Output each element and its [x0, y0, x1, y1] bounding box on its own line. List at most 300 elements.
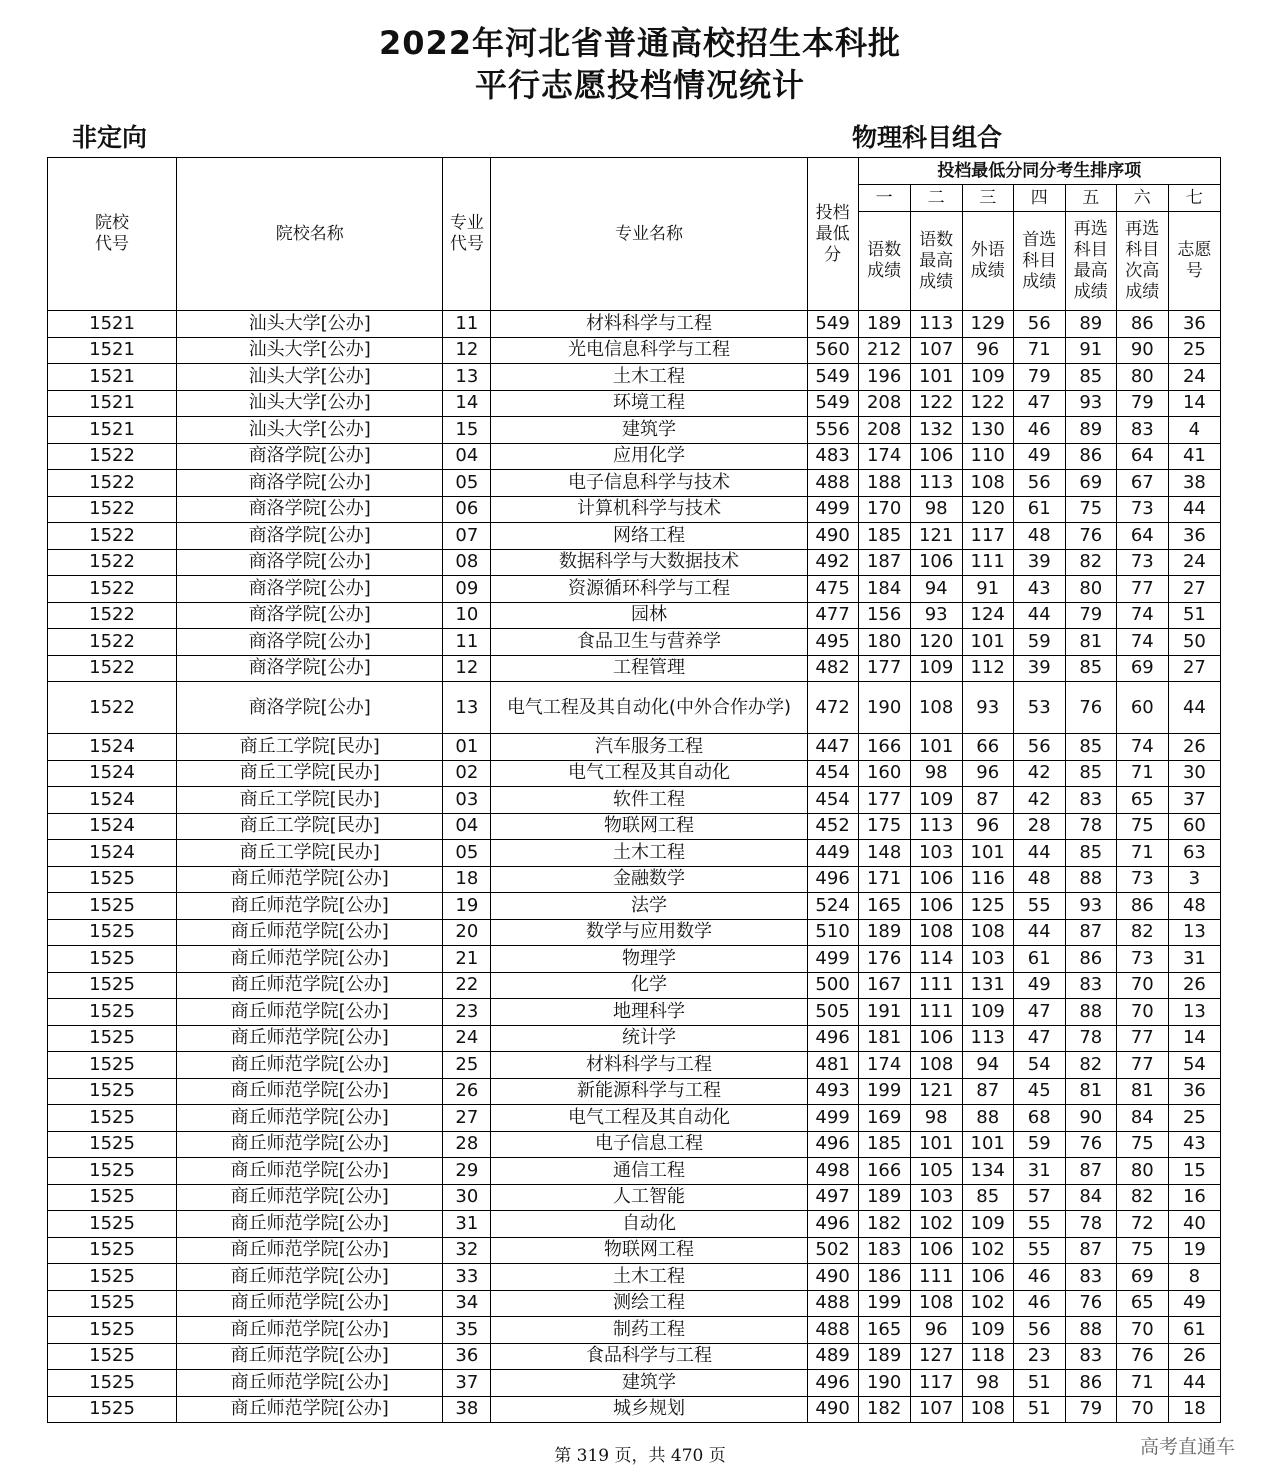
header-school-name: 院校名称: [177, 158, 443, 311]
sort-2-cell: 122: [910, 390, 962, 417]
sort-6-cell: 67: [1116, 470, 1168, 497]
sort-5-cell: 87: [1065, 1158, 1116, 1185]
sort-4-cell: 59: [1013, 629, 1065, 656]
table-row: [48, 760, 1221, 787]
major-name-cell: 金融数学: [491, 866, 807, 893]
sort-5-cell: 88: [1065, 1317, 1116, 1344]
school-name-cell: 商丘师范学院[公办]: [177, 893, 443, 920]
sort-4-cell: 54: [1013, 1052, 1065, 1079]
sort-6-cell: 70: [1116, 1396, 1168, 1423]
table-row: [48, 417, 1221, 444]
major-name-cell: 资源循环科学与工程: [491, 576, 807, 603]
major-code-cell: 04: [443, 443, 491, 470]
major-code-cell: 22: [443, 972, 491, 999]
table-row: [48, 1211, 1221, 1238]
sort-7-cell: 44: [1168, 1370, 1220, 1397]
major-code-cell: 01: [443, 734, 491, 761]
sort-4-cell: 53: [1013, 682, 1065, 734]
school-name-cell: 商洛学院[公办]: [177, 523, 443, 550]
header-sort-num: 六: [1116, 185, 1168, 212]
sort-6-cell: 71: [1116, 1370, 1168, 1397]
school-name-cell: 商洛学院[公办]: [177, 629, 443, 656]
sort-7-cell: 36: [1168, 311, 1220, 338]
table-row: [48, 443, 1221, 470]
sort-3-cell: 117: [962, 523, 1013, 550]
sort-2-cell: 127: [910, 1343, 962, 1370]
school-name-cell: 商洛学院[公办]: [177, 470, 443, 497]
sort-4-cell: 47: [1013, 999, 1065, 1026]
sort-1-cell: 199: [858, 1078, 910, 1105]
sort-2-cell: 101: [910, 364, 962, 391]
major-name-cell: 工程管理: [491, 655, 807, 682]
min-score-cell: 475: [807, 576, 858, 603]
sort-3-cell: 112: [962, 655, 1013, 682]
sort-4-cell: 68: [1013, 1105, 1065, 1132]
major-code-cell: 23: [443, 999, 491, 1026]
sort-1-cell: 170: [858, 496, 910, 523]
min-score-cell: 556: [807, 417, 858, 444]
sort-4-cell: 79: [1013, 364, 1065, 391]
header-sort-item: 首选科目成绩: [1013, 212, 1065, 311]
sort-4-cell: 55: [1013, 1211, 1065, 1238]
sort-7-cell: 25: [1168, 1105, 1220, 1132]
sort-4-cell: 47: [1013, 1025, 1065, 1052]
sort-5-cell: 93: [1065, 390, 1116, 417]
min-score-cell: 488: [807, 470, 858, 497]
table-row: [48, 1396, 1221, 1423]
sort-1-cell: 187: [858, 549, 910, 576]
sort-7-cell: 18: [1168, 1396, 1220, 1423]
sort-1-cell: 148: [858, 840, 910, 867]
school-name-cell: 汕头大学[公办]: [177, 364, 443, 391]
sort-7-cell: 19: [1168, 1237, 1220, 1264]
sort-3-cell: 130: [962, 417, 1013, 444]
sort-1-cell: 184: [858, 576, 910, 603]
sort-4-cell: 42: [1013, 760, 1065, 787]
sort-6-cell: 86: [1116, 311, 1168, 338]
sort-2-cell: 102: [910, 1211, 962, 1238]
sort-4-cell: 42: [1013, 787, 1065, 814]
table-row: [48, 1078, 1221, 1105]
major-name-cell: 建筑学: [491, 1370, 807, 1397]
sort-3-cell: 124: [962, 602, 1013, 629]
school-code-cell: 1525: [48, 999, 177, 1026]
sort-7-cell: 3: [1168, 866, 1220, 893]
sort-3-cell: 66: [962, 734, 1013, 761]
sort-5-cell: 91: [1065, 337, 1116, 364]
school-name-cell: 汕头大学[公办]: [177, 390, 443, 417]
sort-7-cell: 40: [1168, 1211, 1220, 1238]
sort-3-cell: 101: [962, 1131, 1013, 1158]
header-sort-item: 外语成绩: [962, 212, 1013, 311]
table-row: [48, 893, 1221, 920]
sort-2-cell: 132: [910, 417, 962, 444]
sort-1-cell: 188: [858, 470, 910, 497]
school-name-cell: 商丘工学院[民办]: [177, 734, 443, 761]
school-name-cell: 商丘师范学院[公办]: [177, 999, 443, 1026]
min-score-cell: 493: [807, 1078, 858, 1105]
min-score-cell: 499: [807, 496, 858, 523]
major-code-cell: 04: [443, 813, 491, 840]
min-score-cell: 505: [807, 999, 858, 1026]
min-score-cell: 488: [807, 1317, 858, 1344]
header-sort-item: 再选科目次高成绩: [1116, 212, 1168, 311]
major-name-cell: 物理学: [491, 946, 807, 973]
header-sort-item: 志愿号: [1168, 212, 1220, 311]
major-code-cell: 06: [443, 496, 491, 523]
sort-2-cell: 93: [910, 602, 962, 629]
sort-5-cell: 78: [1065, 1211, 1116, 1238]
sort-3-cell: 109: [962, 1317, 1013, 1344]
sort-4-cell: 61: [1013, 946, 1065, 973]
sort-5-cell: 80: [1065, 576, 1116, 603]
sort-4-cell: 71: [1013, 337, 1065, 364]
sort-3-cell: 96: [962, 337, 1013, 364]
header-major-code: 专业代号: [443, 158, 491, 311]
major-code-cell: 13: [443, 682, 491, 734]
sort-4-cell: 55: [1013, 893, 1065, 920]
major-name-cell: 电气工程及其自动化: [491, 760, 807, 787]
sort-7-cell: 31: [1168, 946, 1220, 973]
school-code-cell: 1525: [48, 1343, 177, 1370]
sort-7-cell: 36: [1168, 523, 1220, 550]
sort-2-cell: 121: [910, 1078, 962, 1105]
sort-3-cell: 120: [962, 496, 1013, 523]
major-code-cell: 35: [443, 1317, 491, 1344]
sort-4-cell: 56: [1013, 311, 1065, 338]
header-sort-num: 七: [1168, 185, 1220, 212]
sort-5-cell: 82: [1065, 1052, 1116, 1079]
sort-1-cell: 185: [858, 1131, 910, 1158]
sort-7-cell: 51: [1168, 602, 1220, 629]
sort-7-cell: 8: [1168, 1264, 1220, 1291]
sort-6-cell: 70: [1116, 999, 1168, 1026]
school-code-cell: 1525: [48, 1317, 177, 1344]
sort-6-cell: 81: [1116, 1078, 1168, 1105]
min-score-cell: 496: [807, 866, 858, 893]
sort-5-cell: 76: [1065, 1131, 1116, 1158]
major-name-cell: 制药工程: [491, 1317, 807, 1344]
sort-5-cell: 88: [1065, 866, 1116, 893]
sort-2-cell: 109: [910, 787, 962, 814]
school-name-cell: 商丘师范学院[公办]: [177, 1370, 443, 1397]
sort-4-cell: 49: [1013, 972, 1065, 999]
sort-4-cell: 44: [1013, 840, 1065, 867]
sort-1-cell: 182: [858, 1211, 910, 1238]
sort-3-cell: 93: [962, 682, 1013, 734]
table-row: [48, 682, 1221, 734]
sort-7-cell: 54: [1168, 1052, 1220, 1079]
school-code-cell: 1522: [48, 496, 177, 523]
table-row: [48, 999, 1221, 1026]
sort-5-cell: 88: [1065, 999, 1116, 1026]
sort-7-cell: 61: [1168, 1317, 1220, 1344]
header-major-name: 专业名称: [491, 158, 807, 311]
sort-1-cell: 165: [858, 1317, 910, 1344]
major-name-cell: 电气工程及其自动化: [491, 1105, 807, 1132]
major-code-cell: 36: [443, 1343, 491, 1370]
school-code-cell: 1522: [48, 523, 177, 550]
sort-1-cell: 190: [858, 1370, 910, 1397]
table-row: [48, 1317, 1221, 1344]
sort-4-cell: 56: [1013, 470, 1065, 497]
sort-6-cell: 69: [1116, 655, 1168, 682]
major-name-cell: 建筑学: [491, 417, 807, 444]
major-code-cell: 10: [443, 602, 491, 629]
sort-3-cell: 110: [962, 443, 1013, 470]
sort-4-cell: 55: [1013, 1237, 1065, 1264]
school-code-cell: 1525: [48, 1105, 177, 1132]
sort-4-cell: 39: [1013, 549, 1065, 576]
major-name-cell: 汽车服务工程: [491, 734, 807, 761]
school-name-cell: 商丘师范学院[公办]: [177, 1264, 443, 1291]
sort-3-cell: 131: [962, 972, 1013, 999]
table-row: [48, 470, 1221, 497]
sort-3-cell: 109: [962, 999, 1013, 1026]
sort-1-cell: 196: [858, 364, 910, 391]
sort-3-cell: 134: [962, 1158, 1013, 1185]
min-score-cell: 498: [807, 1158, 858, 1185]
header-sort-item: 再选科目最高成绩: [1065, 212, 1116, 311]
sort-1-cell: 191: [858, 999, 910, 1026]
table-row: [48, 1158, 1221, 1185]
school-code-cell: 1525: [48, 1052, 177, 1079]
major-name-cell: 人工智能: [491, 1184, 807, 1211]
sort-3-cell: 125: [962, 893, 1013, 920]
sort-4-cell: 59: [1013, 1131, 1065, 1158]
major-code-cell: 14: [443, 390, 491, 417]
header-sort-group: 投档最低分同分考生排序项: [858, 158, 1220, 185]
min-score-cell: 496: [807, 1025, 858, 1052]
table-row: [48, 576, 1221, 603]
sort-4-cell: 43: [1013, 576, 1065, 603]
school-code-cell: 1525: [48, 972, 177, 999]
sort-7-cell: 14: [1168, 1025, 1220, 1052]
major-name-cell: 园林: [491, 602, 807, 629]
sort-5-cell: 86: [1065, 443, 1116, 470]
sort-4-cell: 31: [1013, 1158, 1065, 1185]
school-code-cell: 1525: [48, 1131, 177, 1158]
school-code-cell: 1525: [48, 1184, 177, 1211]
sort-5-cell: 85: [1065, 734, 1116, 761]
min-score-cell: 454: [807, 787, 858, 814]
school-name-cell: 商洛学院[公办]: [177, 655, 443, 682]
min-score-cell: 477: [807, 602, 858, 629]
major-code-cell: 08: [443, 549, 491, 576]
min-score-cell: 449: [807, 840, 858, 867]
sort-6-cell: 72: [1116, 1211, 1168, 1238]
sort-3-cell: 103: [962, 946, 1013, 973]
major-name-cell: 电子信息科学与技术: [491, 470, 807, 497]
sort-6-cell: 83: [1116, 417, 1168, 444]
min-score-cell: 496: [807, 1131, 858, 1158]
sort-5-cell: 76: [1065, 682, 1116, 734]
sort-3-cell: 85: [962, 1184, 1013, 1211]
min-score-cell: 549: [807, 364, 858, 391]
major-code-cell: 21: [443, 946, 491, 973]
major-code-cell: 05: [443, 470, 491, 497]
sort-5-cell: 87: [1065, 1237, 1116, 1264]
sort-5-cell: 79: [1065, 602, 1116, 629]
major-code-cell: 09: [443, 576, 491, 603]
sort-4-cell: 28: [1013, 813, 1065, 840]
sort-2-cell: 113: [910, 311, 962, 338]
header-school-code: 院校代号: [48, 158, 177, 311]
sort-1-cell: 156: [858, 602, 910, 629]
sort-2-cell: 108: [910, 1052, 962, 1079]
sort-6-cell: 90: [1116, 337, 1168, 364]
major-name-cell: 通信工程: [491, 1158, 807, 1185]
sort-6-cell: 77: [1116, 576, 1168, 603]
sort-2-cell: 111: [910, 999, 962, 1026]
major-code-cell: 02: [443, 760, 491, 787]
sort-1-cell: 183: [858, 1237, 910, 1264]
school-name-cell: 商丘师范学院[公办]: [177, 866, 443, 893]
sort-6-cell: 84: [1116, 1105, 1168, 1132]
sort-1-cell: 166: [858, 1158, 910, 1185]
sort-1-cell: 171: [858, 866, 910, 893]
table-row: [48, 1184, 1221, 1211]
table-row: [48, 1370, 1221, 1397]
sort-6-cell: 74: [1116, 602, 1168, 629]
school-code-cell: 1524: [48, 734, 177, 761]
sort-2-cell: 103: [910, 840, 962, 867]
sort-3-cell: 102: [962, 1290, 1013, 1317]
table-row: [48, 523, 1221, 550]
sort-2-cell: 111: [910, 972, 962, 999]
school-code-cell: 1525: [48, 1025, 177, 1052]
school-name-cell: 商丘工学院[民办]: [177, 787, 443, 814]
school-name-cell: 商洛学院[公办]: [177, 576, 443, 603]
page-number: 第 319 页，共 470 页: [554, 1446, 726, 1466]
page-title-line2: 平行志愿投档情况统计: [474, 66, 805, 104]
sort-6-cell: 80: [1116, 364, 1168, 391]
sort-6-cell: 82: [1116, 1184, 1168, 1211]
major-name-cell: 物联网工程: [491, 1237, 807, 1264]
sort-5-cell: 82: [1065, 549, 1116, 576]
min-score-cell: 490: [807, 1264, 858, 1291]
sort-5-cell: 76: [1065, 1290, 1116, 1317]
table-row: [48, 1264, 1221, 1291]
sort-5-cell: 78: [1065, 813, 1116, 840]
major-name-cell: 食品科学与工程: [491, 1343, 807, 1370]
sort-5-cell: 81: [1065, 1078, 1116, 1105]
school-name-cell: 商丘师范学院[公办]: [177, 1343, 443, 1370]
min-score-cell: 524: [807, 893, 858, 920]
sort-1-cell: 189: [858, 1184, 910, 1211]
sort-6-cell: 71: [1116, 840, 1168, 867]
sort-5-cell: 89: [1065, 417, 1116, 444]
school-name-cell: 商丘工学院[民办]: [177, 760, 443, 787]
school-code-cell: 1524: [48, 787, 177, 814]
sort-7-cell: 25: [1168, 337, 1220, 364]
sort-4-cell: 51: [1013, 1370, 1065, 1397]
min-score-cell: 488: [807, 1290, 858, 1317]
table-row: [48, 1131, 1221, 1158]
sort-6-cell: 75: [1116, 1131, 1168, 1158]
sort-7-cell: 49: [1168, 1290, 1220, 1317]
major-name-cell: 应用化学: [491, 443, 807, 470]
sort-2-cell: 103: [910, 1184, 962, 1211]
major-name-cell: 环境工程: [491, 390, 807, 417]
sort-2-cell: 98: [910, 1105, 962, 1132]
school-name-cell: 商丘师范学院[公办]: [177, 1105, 443, 1132]
major-code-cell: 18: [443, 866, 491, 893]
sort-2-cell: 108: [910, 1290, 962, 1317]
sort-2-cell: 107: [910, 1396, 962, 1423]
header-sort-item: 语数最高成绩: [910, 212, 962, 311]
sort-4-cell: 56: [1013, 734, 1065, 761]
sort-5-cell: 90: [1065, 1105, 1116, 1132]
sort-6-cell: 60: [1116, 682, 1168, 734]
min-score-cell: 489: [807, 1343, 858, 1370]
min-score-cell: 499: [807, 946, 858, 973]
sort-6-cell: 80: [1116, 1158, 1168, 1185]
school-name-cell: 汕头大学[公办]: [177, 417, 443, 444]
table-row: [48, 787, 1221, 814]
min-score-cell: 510: [807, 919, 858, 946]
header-sort-num: 四: [1013, 185, 1065, 212]
sort-7-cell: 44: [1168, 496, 1220, 523]
sort-7-cell: 13: [1168, 999, 1220, 1026]
school-name-cell: 商丘工学院[民办]: [177, 840, 443, 867]
sort-6-cell: 82: [1116, 919, 1168, 946]
sort-6-cell: 73: [1116, 496, 1168, 523]
sort-1-cell: 212: [858, 337, 910, 364]
sort-1-cell: 166: [858, 734, 910, 761]
sort-7-cell: 43: [1168, 1131, 1220, 1158]
sort-7-cell: 36: [1168, 1078, 1220, 1105]
major-name-cell: 电气工程及其自动化(中外合作办学): [491, 682, 807, 734]
major-name-cell: 测绘工程: [491, 1290, 807, 1317]
min-score-cell: 472: [807, 682, 858, 734]
major-code-cell: 19: [443, 893, 491, 920]
min-score-cell: 560: [807, 337, 858, 364]
sort-2-cell: 101: [910, 734, 962, 761]
school-code-cell: 1522: [48, 682, 177, 734]
sort-3-cell: 94: [962, 1052, 1013, 1079]
min-score-cell: 495: [807, 629, 858, 656]
major-code-cell: 03: [443, 787, 491, 814]
table-row: [48, 972, 1221, 999]
school-code-cell: 1525: [48, 1158, 177, 1185]
min-score-cell: 483: [807, 443, 858, 470]
sort-1-cell: 208: [858, 390, 910, 417]
sort-7-cell: 37: [1168, 787, 1220, 814]
sort-3-cell: 122: [962, 390, 1013, 417]
major-name-cell: 土木工程: [491, 364, 807, 391]
school-code-cell: 1522: [48, 443, 177, 470]
school-code-cell: 1521: [48, 390, 177, 417]
school-code-cell: 1524: [48, 840, 177, 867]
school-name-cell: 商洛学院[公办]: [177, 682, 443, 734]
school-code-cell: 1525: [48, 919, 177, 946]
category-label: 非定向: [72, 123, 148, 152]
sort-4-cell: 46: [1013, 417, 1065, 444]
header-sort-num: 二: [910, 185, 962, 212]
major-code-cell: 33: [443, 1264, 491, 1291]
sort-3-cell: 109: [962, 1211, 1013, 1238]
sort-1-cell: 189: [858, 311, 910, 338]
sort-6-cell: 71: [1116, 760, 1168, 787]
major-code-cell: 07: [443, 523, 491, 550]
table-row: [48, 1052, 1221, 1079]
major-name-cell: 电子信息工程: [491, 1131, 807, 1158]
sort-3-cell: 96: [962, 813, 1013, 840]
school-name-cell: 商丘师范学院[公办]: [177, 1078, 443, 1105]
major-name-cell: 计算机科学与技术: [491, 496, 807, 523]
school-name-cell: 商丘师范学院[公办]: [177, 1131, 443, 1158]
